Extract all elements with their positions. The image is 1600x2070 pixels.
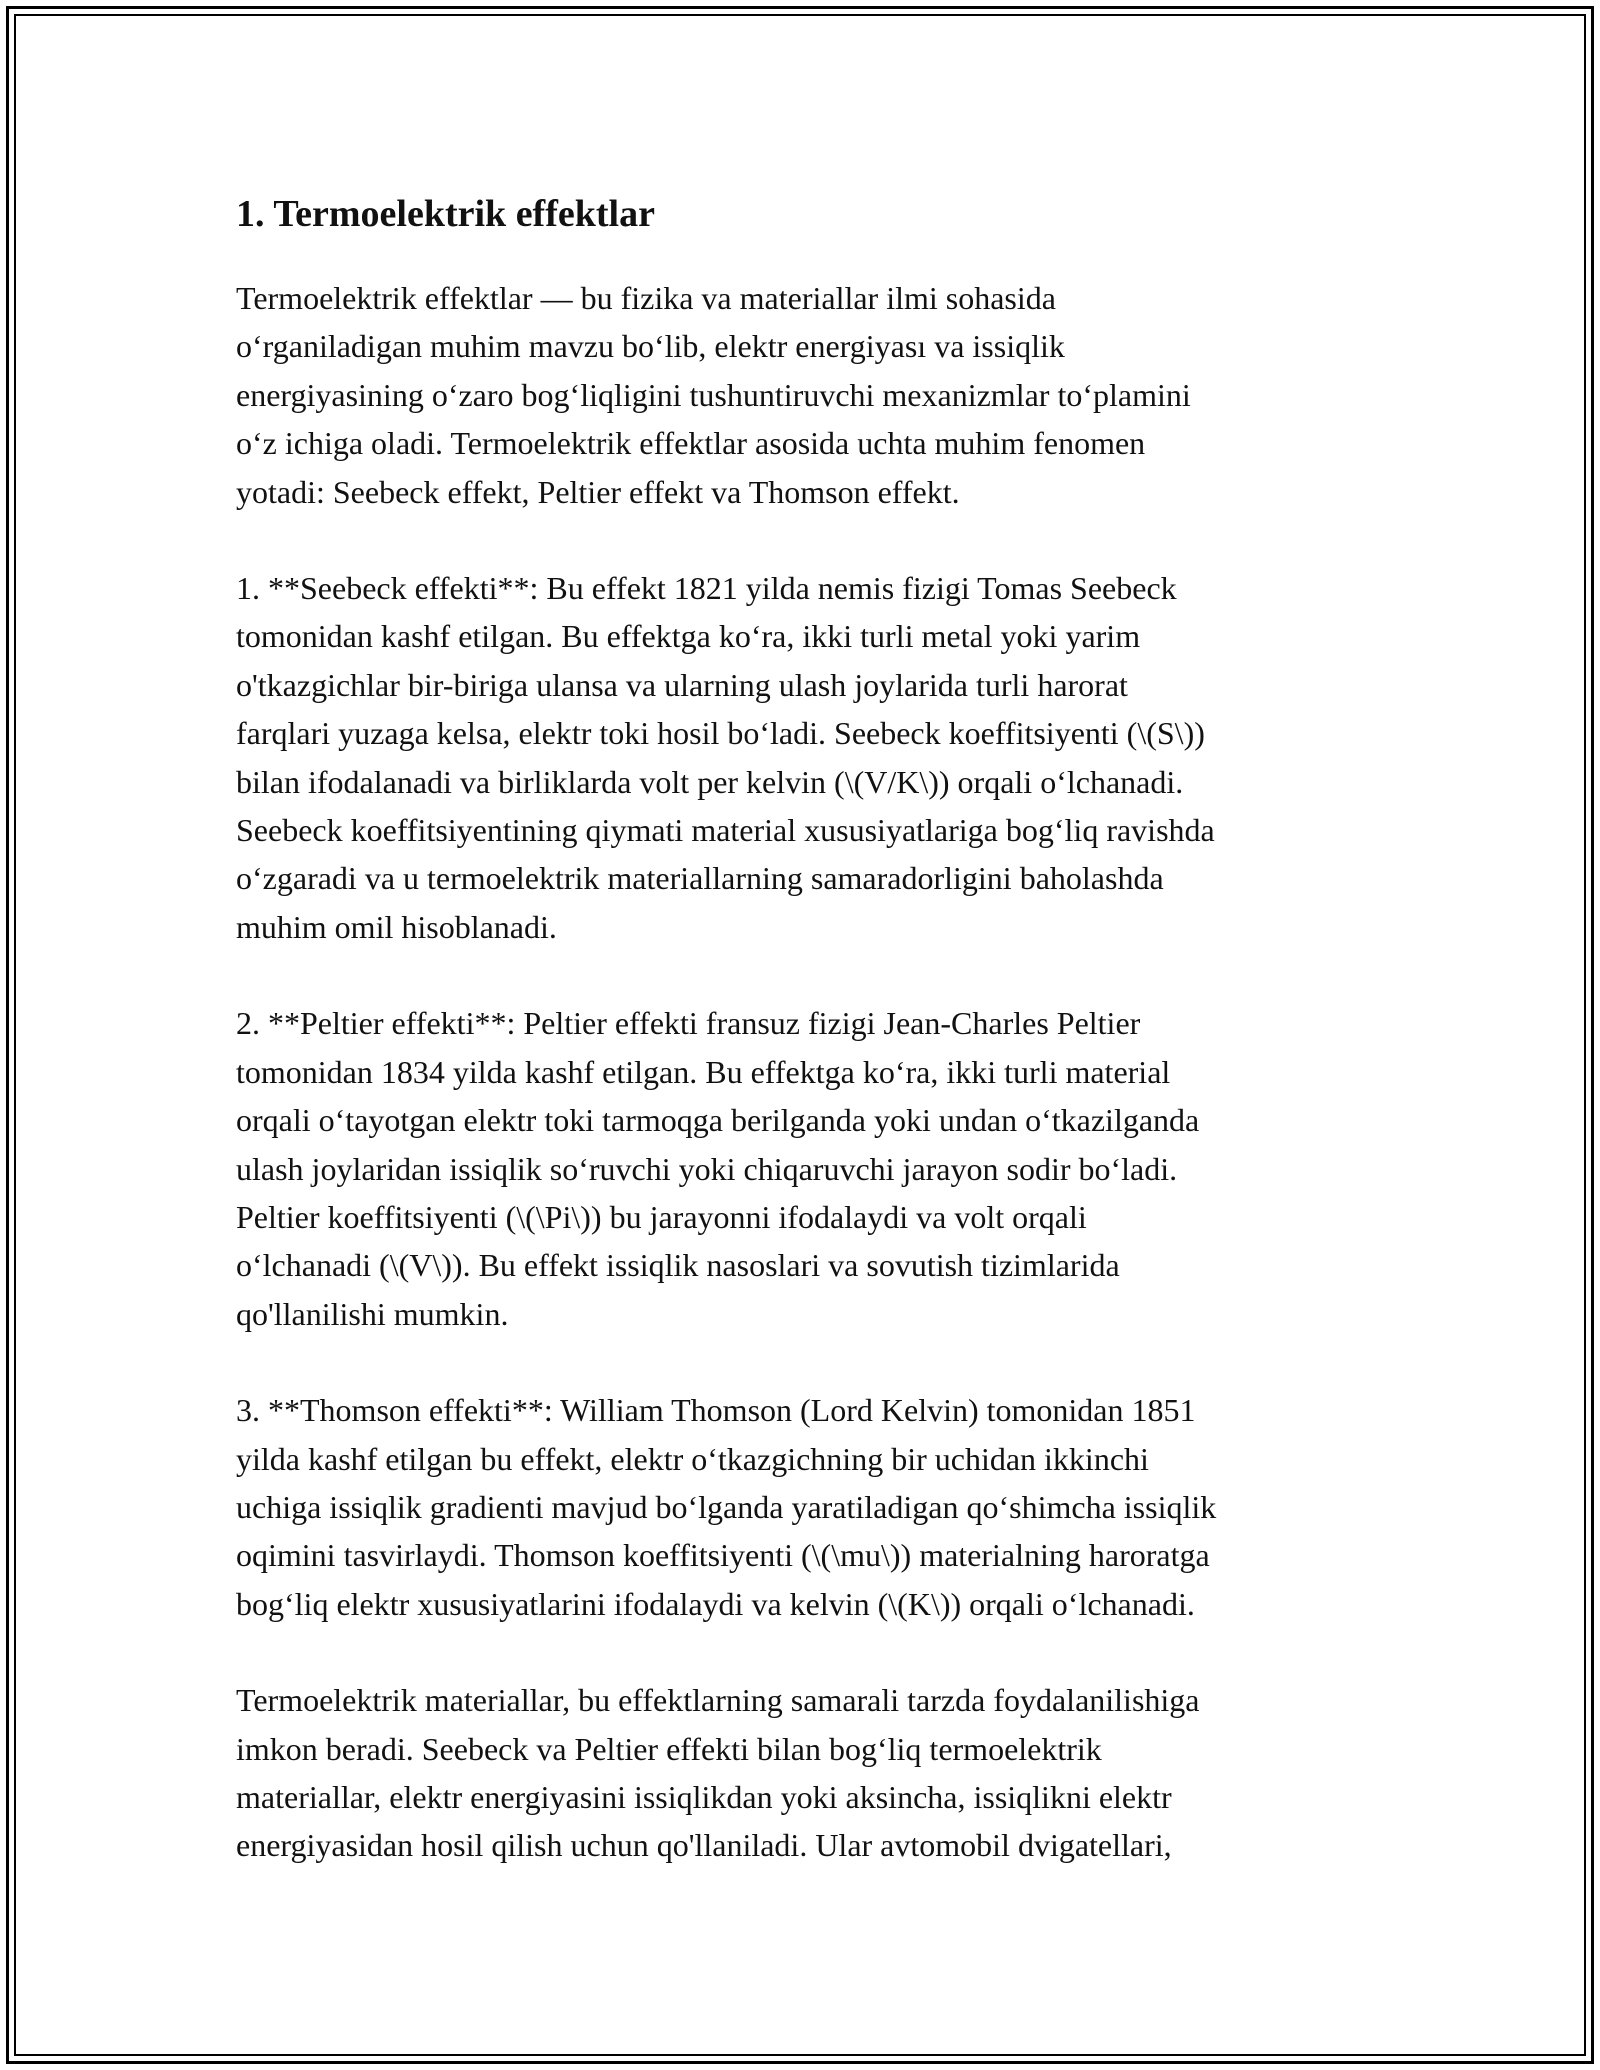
section-heading: 1. Termoelektrik effektlar [236,193,655,235]
materials-paragraph: Termoelektrik materiallar, bu effektlarning samarali tarzda foydalanilishiga imkon beradi. Seebeck va Peltier effekti bilan bog‘liq termoelektrik materiallar, elektr energiyasini issiqlikdan yoki aksincha, issiqlikni elektr energiyasidan hosil qilish uchun qo'llaniladi. Ular avtomobil dvigatellari, [236,1682,1200,1864]
seebeck-paragraph: 1. **Seebeck effekti**: Bu effekt 1821 yilda nemis fizigi Tomas Seebeck tomonidan kashf etilgan. Bu effektga ko‘ra, ikki turli metal yoki yarim o'tkazgichlar bir-biriga ulansa va ularning ulash joylarida turli harorat farqlari yuzaga kelsa, elektr toki hosil bo‘ladi. Seebeck koeffitsiyenti (\(S\)) bilan ifodalanadi va birliklarda volt per kelvin (\(V/K\)) orqali o‘lchanadi. Seebeck koeffitsiyentining qiymati material xususiyatlariga bog‘liq ravishda o‘zgaradi va u termoelektrik materiallarning samaradorligini baholashda muhim omil hisoblanadi. [236,570,1215,945]
peltier-paragraph: 2. **Peltier effekti**: Peltier effekti fransuz fizigi Jean-Charles Peltier tomonidan 1834 yilda kashf etilgan. Bu effektga ko‘ra, ikki turli material orqali o‘tayotgan elektr toki tarmoqga berilganda yoki undan o‘tkazilganda ulash joylaridan issiqlik so‘ruvchi yoki chiqaruvchi jarayon sodir bo‘ladi. Peltier koeffitsiyenti (\(\Pi\)) bu jarayonni ifodalaydi va volt orqali o‘lchanadi (\(V\)). Bu effekt issiqlik nasoslari va sovutish tizimlarida qo'llanilishi mumkin. [236,1005,1200,1332]
thomson-paragraph: 3. **Thomson effekti**: William Thomson (Lord Kelvin) tomonidan 1851 yilda kashf etilgan bu effekt, elektr o‘tkazgichning bir uchidan ikkinchi uchiga issiqlik gradienti mavjud bo‘lganda yaratiladigan qo‘shimcha issiqlik oqimini tasvirlaydi. Thomson koeffitsiyenti (\(\mu\)) materialning haroratga bog‘liq elektr xususiyatlarini ifodalaydi va kelvin (\(K\)) orqali o‘lchanadi. [236,1392,1217,1622]
document-body [236,188,1386,1918]
intro-paragraph: Termoelektrik effektlar — bu fizika va materiallar ilmi sohasida o‘rganiladigan muhim mavzu bo‘lib, elektr energiyası va issiqlik energiyasining o‘zaro bog‘liqligini tushuntiruvchi mexanizmlar to‘plamini o‘z ichiga oladi. Termoelektrik effektlar asosida uchta muhim fenomen yotadi: Seebeck effekt, Peltier effekt va Thomson effekt. [236,280,1191,510]
